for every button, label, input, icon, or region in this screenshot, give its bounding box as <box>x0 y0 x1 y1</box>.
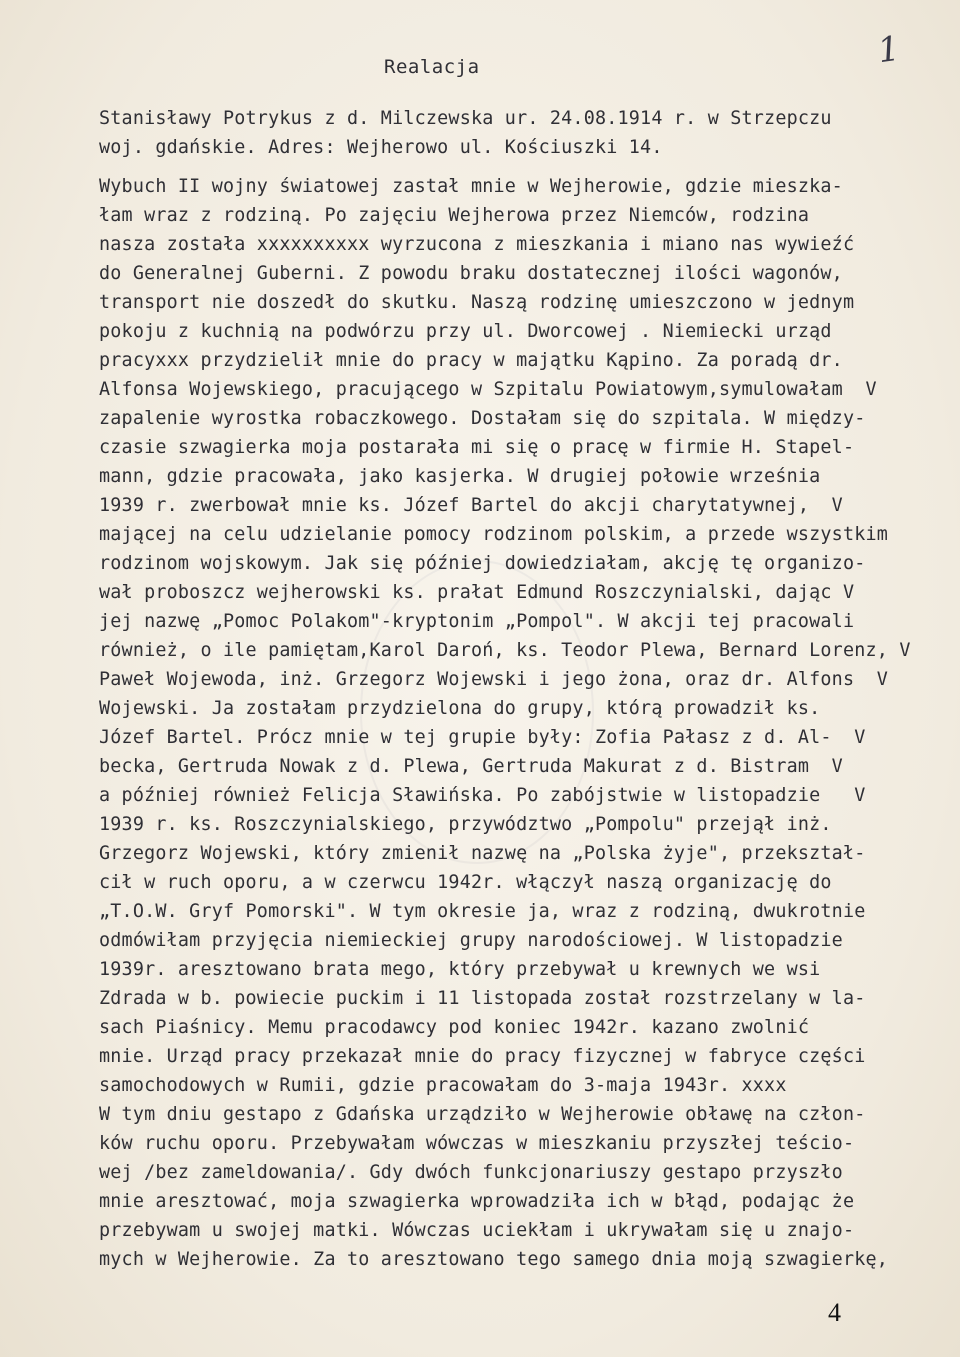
text-line: do Generalnej Guberni. Z powodu braku dostatecznej ilości wagonów, <box>99 263 843 284</box>
text-line: również, o ile pamiętam,Karol Daroń, ks. Teodor Plewa, Bernard Lorenz, V <box>99 640 911 661</box>
text-line: mającej na celu udzielanie pomocy rodzinom polskim, a przede wszystkim <box>99 524 889 545</box>
text-line: woj. gdańskie. Adres: Wejherowo ul. Kościuszki 14. <box>99 137 663 158</box>
folio-mark: 1 <box>875 28 903 72</box>
text-line: mnie aresztować, moja szwagierka wprowadziła ich w błąd, podając że <box>99 1191 855 1212</box>
text-line: Stanisławy Potrykus z d. Milczewska ur. 24.08.1914 r. w Strzepczu <box>99 108 832 129</box>
text-line: rodzinom wojskowym. Jak się później dowiedziałam, akcję tę organizo- <box>99 553 866 574</box>
typed-text-body <box>99 104 939 1274</box>
document-title: Realacja <box>384 56 480 78</box>
text-line: pracyxxx przydzielił mnie do pracy w majątku Kąpino. Za poradą dr. <box>99 350 843 371</box>
text-line: Zdrada w b. powiecie puckim i 11 listopada został rozstrzelany w la- <box>99 988 866 1009</box>
text-line: 1939r. aresztowano brata mego, który przebywał u krewnych we wsi <box>99 959 821 980</box>
text-line: wej /bez zameldowania/. Gdy dwóch funkcjonariuszy gestapo przyszło <box>99 1162 843 1183</box>
text-line: Wybuch II wojny światowej zastał mnie w Wejherowie, gdzie mieszka- <box>99 176 843 197</box>
text-line: Paweł Wojewoda, inż. Grzegorz Wojewski i jego żona, oraz dr. Alfons V <box>99 669 889 690</box>
text-line: 1939 r. ks. Roszczynialskiego, przywództwo „Pompolu" przejął inż. <box>99 814 832 835</box>
text-line: pokoju z kuchnią na podwórzu przy ul. Dworcowej . Niemiecki urząd <box>99 321 832 342</box>
text-line: zapalenie wyrostka robaczkowego. Dostałam się do szpitala. W między- <box>99 408 866 429</box>
text-line: nasza została xxxxxxxxxx wyrzucona z mieszkania i miano nas wywieźć <box>99 234 855 255</box>
text-line: becka, Gertruda Nowak z d. Plewa, Gertruda Makurat z d. Bistram V <box>99 756 843 777</box>
text-line: 1939 r. zwerbował mnie ks. Józef Bartel do akcji charytatywnej, V <box>99 495 843 516</box>
text-line: mann, gdzie pracowała, jako kasjerka. W drugiej połowie września <box>99 466 821 487</box>
text-line: mych w Wejherowie. Za to aresztowano tego samego dnia moją szwagierkę, <box>99 1249 889 1270</box>
text-line: cił w ruch oporu, a w czerwcu 1942r. włączył naszą organizację do <box>99 872 832 893</box>
text-line: przebywam u swojej matki. Wówczas uciekłam i ukrywałam się u znajo- <box>99 1220 855 1241</box>
page-number: 4 <box>828 1298 841 1327</box>
text-line: samochodowych w Rumii, gdzie pracowałam do 3-maja 1943r. xxxx <box>99 1075 787 1096</box>
text-line: sach Piaśnicy. Memu pracodawcy pod koniec 1942r. kazano zwolnić <box>99 1017 810 1038</box>
text-line: Józef Bartel. Prócz mnie w tej grupie były: Zofia Pałasz z d. Al- V <box>99 727 866 748</box>
text-line: „T.O.W. Gryf Pomorski". W tym okresie ja, wraz z rodziną, dwukrotnie <box>99 901 866 922</box>
text-line: mnie. Urząd pracy przekazał mnie do pracy fizycznej w fabryce części <box>99 1046 866 1067</box>
text-line: Grzegorz Wojewski, który zmienił nazwę na „Polska żyje", przekształ- <box>99 843 866 864</box>
text-line: jej nazwę „Pomoc Polakom"-kryptonim „Pompol". W akcji tej pracowali <box>99 611 855 632</box>
text-line: transport nie doszedł do skutku. Naszą rodzinę umieszczono w jednym <box>99 292 855 313</box>
text-line: odmówiłam przyjęcia niemieckiej grupy narodościowej. W listopadzie <box>99 930 843 951</box>
text-line: wał proboszcz wejherowski ks. prałat Edmund Roszczynialski, dając V <box>99 582 855 603</box>
text-line: czasie szwagierka moja postarała mi się o pracę w firmie H. Stapel- <box>99 437 855 458</box>
text-line: łam wraz z rodziną. Po zajęciu Wejherowa przez Niemców, rodzina <box>99 205 810 226</box>
text-line: Alfonsa Wojewskiego, pracującego w Szpitalu Powiatowym,symulowałam V <box>99 379 877 400</box>
text-line: W tym dniu gestapo z Gdańska urządziło w Wejherowie obławę na człon- <box>99 1104 866 1125</box>
text-line: a później również Felicja Sławińska. Po zabójstwie w listopadzie V <box>99 785 866 806</box>
text-line: ków ruchu oporu. Przebywałam wówczas w mieszkaniu przyszłej teścio- <box>99 1133 855 1154</box>
text-line: Wojewski. Ja zostałam przydzielona do grupy, którą prowadził ks. <box>99 698 821 719</box>
